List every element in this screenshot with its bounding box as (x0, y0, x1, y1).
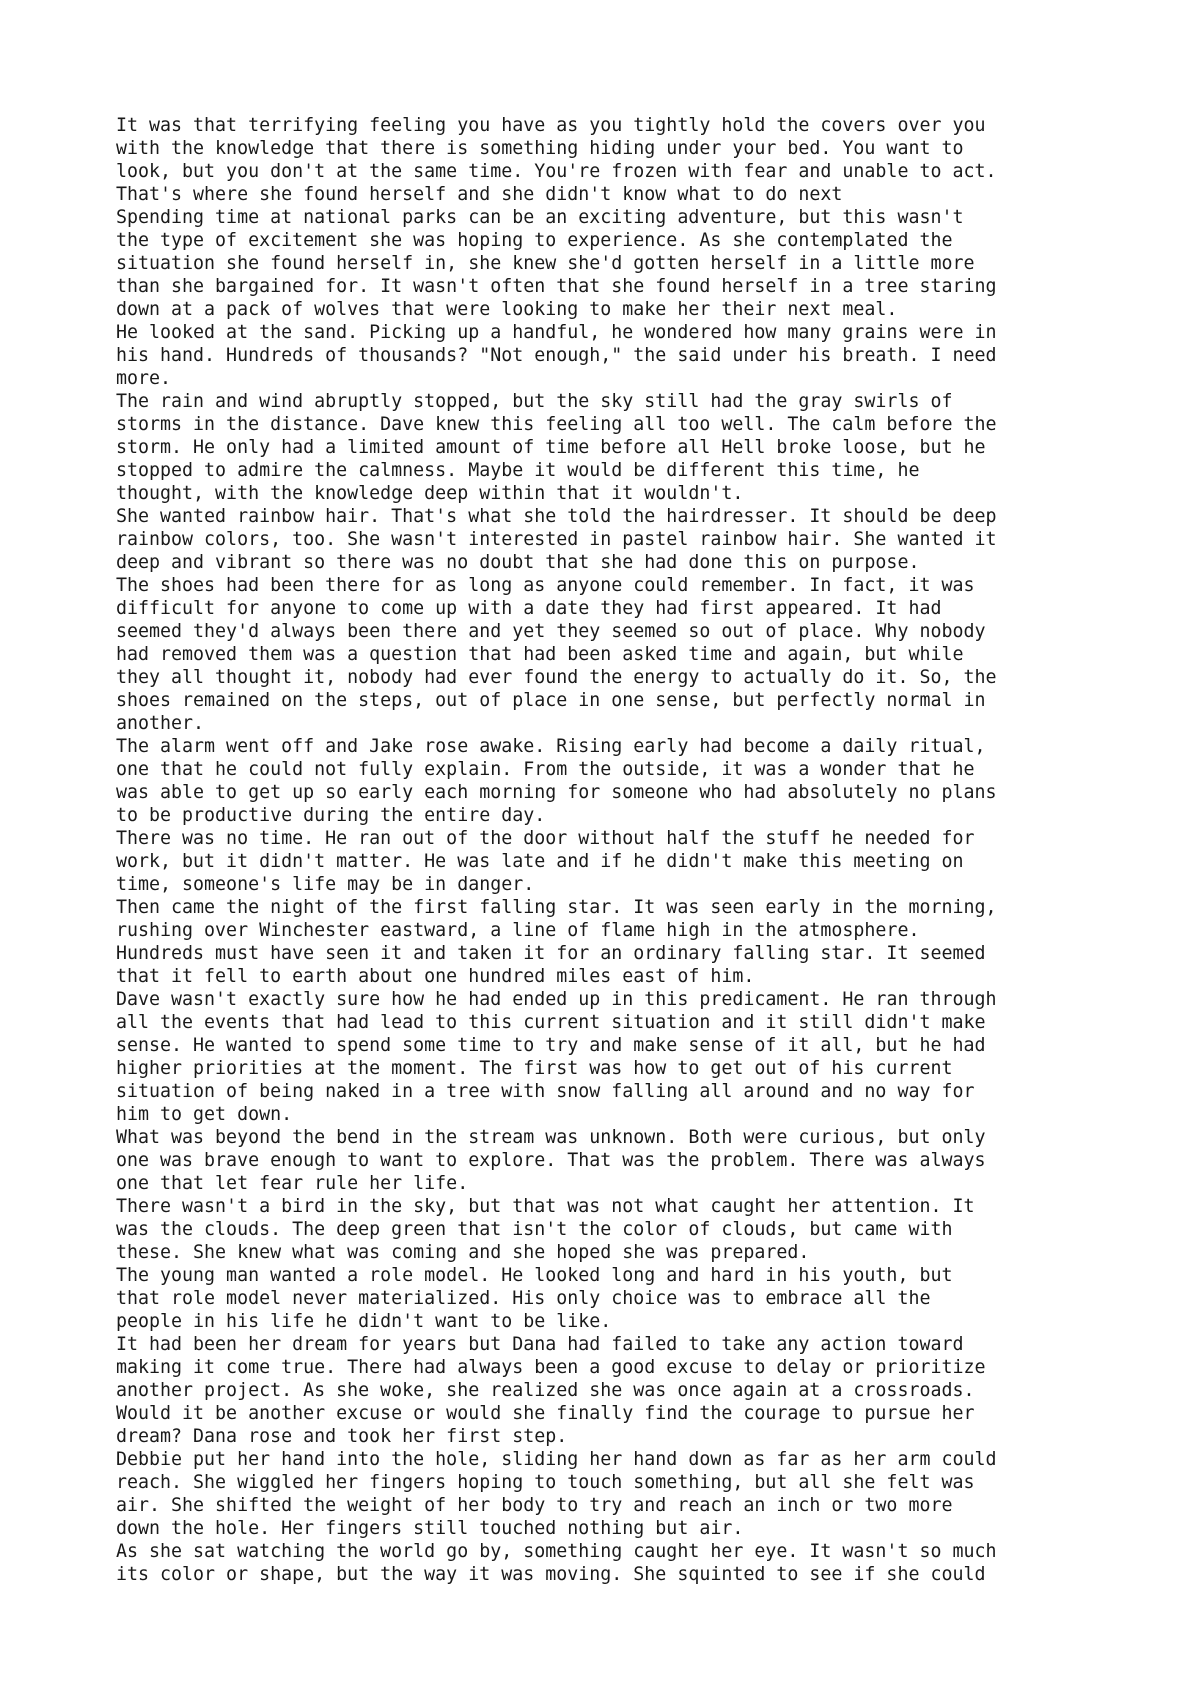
text-line: look, but you don't at the same time. You're frozen with fear and unable to act. (116, 161, 997, 182)
text-line: rainbow colors, too. She wasn't interested in pastel rainbow hair. She wanted it (116, 529, 997, 550)
text-line: one was brave enough to want to explore. That was the problem. There was always (116, 1150, 986, 1171)
text-line: situation of being naked in a tree with snow falling all around and no way for (116, 1081, 975, 1102)
text-line: one that let fear rule her life. (116, 1173, 469, 1194)
text-line: Then came the night of the first falling star. It was seen early in the morning, (116, 897, 997, 918)
text-line: shoes remained on the steps, out of place in one sense, but perfectly normal in (116, 690, 986, 711)
text-line: they all thought it, nobody had ever found the energy to actually do it. So, the (116, 667, 997, 688)
text-line: storms in the distance. Dave knew this feeling all too well. The calm before the (116, 414, 997, 435)
text-line: than she bargained for. It wasn't often that she found herself in a tree staring (116, 276, 997, 297)
text-line: Dave wasn't exactly sure how he had ended up in this predicament. He ran through (116, 989, 997, 1010)
text-line: There was no time. He ran out of the door without half the stuff he needed for (116, 828, 975, 849)
text-line: seemed they'd always been there and yet they seemed so out of place. Why nobody (116, 621, 986, 642)
text-line: Spending time at national parks can be an exciting adventure, but this wasn't (116, 207, 964, 228)
text-line: more. (116, 368, 172, 389)
text-line: work, but it didn't matter. He was late and if he didn't make this meeting on (116, 851, 964, 872)
text-line: making it come true. There had always been a good excuse to delay or prioritize (116, 1357, 986, 1378)
text-line: storm. He only had a limited amount of time before all Hell broke loose, but he (116, 437, 986, 458)
text-line: She wanted rainbow hair. That's what she told the hairdresser. It should be deep (116, 506, 997, 527)
text-line: had removed them was a question that had been asked time and again, but while (116, 644, 964, 665)
text-line: time, someone's life may be in danger. (116, 874, 535, 895)
text-line: one that he could not fully explain. From the outside, it was a wonder that he (116, 759, 975, 780)
text-line: The shoes had been there for as long as anyone could remember. In fact, it was (116, 575, 975, 596)
text-line: It was that terrifying feeling you have as you tightly hold the covers over you (116, 115, 986, 136)
text-line: Would it be another excuse or would she finally find the courage to pursue her (116, 1403, 975, 1424)
document-body (116, 114, 1116, 1586)
text-line: It had been her dream for years but Dana had failed to take any action toward (116, 1334, 964, 1355)
text-line: was the clouds. The deep green that isn't the color of clouds, but came with (116, 1219, 953, 1240)
text-line: The young man wanted a role model. He looked long and hard in his youth, but (116, 1265, 953, 1286)
text-line: dream? Dana rose and took her first step. (116, 1426, 568, 1447)
text-line: rushing over Winchester eastward, a line of flame high in the atmosphere. (116, 920, 920, 941)
text-line: He looked at the sand. Picking up a handful, he wondered how many grains were in (116, 322, 997, 343)
text-line: these. She knew what was coming and she hoped she was prepared. (116, 1242, 810, 1263)
text-line: down the hole. Her fingers still touched nothing but air. (116, 1518, 744, 1539)
text-line: deep and vibrant so there was no doubt that she had done this on purpose. (116, 552, 920, 573)
text-line: higher priorities at the moment. The first was how to get out of his current (116, 1058, 953, 1079)
text-line: There wasn't a bird in the sky, but that was not what caught her attention. It (116, 1196, 975, 1217)
text-line: him to get down. (116, 1104, 293, 1125)
text-line: stopped to admire the calmness. Maybe it would be different this time, he (116, 460, 920, 481)
text-line: another. (116, 713, 205, 734)
text-line: to be productive during the entire day. (116, 805, 546, 826)
text-line: What was beyond the bend in the stream was unknown. Both were curious, but only (116, 1127, 986, 1148)
text-line: all the events that had lead to this current situation and it still didn't make (116, 1012, 986, 1033)
text-line: was able to get up so early each morning for someone who had absolutely no plans (116, 782, 997, 803)
text-line: thought, with the knowledge deep within that it wouldn't. (116, 483, 744, 504)
text-line: the type of excitement she was hoping to experience. As she contemplated the (116, 230, 953, 251)
text-line: reach. She wiggled her fingers hoping to touch something, but all she felt was (116, 1472, 975, 1493)
text-line: difficult for anyone to come up with a date they had first appeared. It had (116, 598, 942, 619)
text-line: down at a pack of wolves that were looking to make her their next meal. (116, 299, 898, 320)
text-line: That's where she found herself and she didn't know what to do next (116, 184, 843, 205)
text-line: sense. He wanted to spend some time to try and make sense of it all, but he had (116, 1035, 986, 1056)
text-line: its color or shape, but the way it was moving. She squinted to see if she could (116, 1564, 986, 1585)
text-line: another project. As she woke, she realized she was once again at a crossroads. (116, 1380, 975, 1401)
text-line: his hand. Hundreds of thousands? "Not enough," the said under his breath. I need (116, 345, 997, 366)
text-line: people in his life he didn't want to be like. (116, 1311, 612, 1332)
text-line: that it fell to earth about one hundred miles east of him. (116, 966, 755, 987)
text-line: The rain and wind abruptly stopped, but the sky still had the gray swirls of (116, 391, 953, 412)
text-line: with the knowledge that there is something hiding under your bed. You want to (116, 138, 964, 159)
text-line: air. She shifted the weight of her body to try and reach an inch or two more (116, 1495, 953, 1516)
text-line: The alarm went off and Jake rose awake. Rising early had become a daily ritual, (116, 736, 986, 757)
text-line: situation she found herself in, she knew she'd gotten herself in a little more (116, 253, 975, 274)
text-line: Debbie put her hand into the hole, sliding her hand down as far as her arm could (116, 1449, 997, 1470)
text-line: As she sat watching the world go by, something caught her eye. It wasn't so much (116, 1541, 997, 1562)
text-line: Hundreds must have seen it and taken it for an ordinary falling star. It seemed (116, 943, 986, 964)
text-line: that role model never materialized. His only choice was to embrace all the (116, 1288, 931, 1309)
